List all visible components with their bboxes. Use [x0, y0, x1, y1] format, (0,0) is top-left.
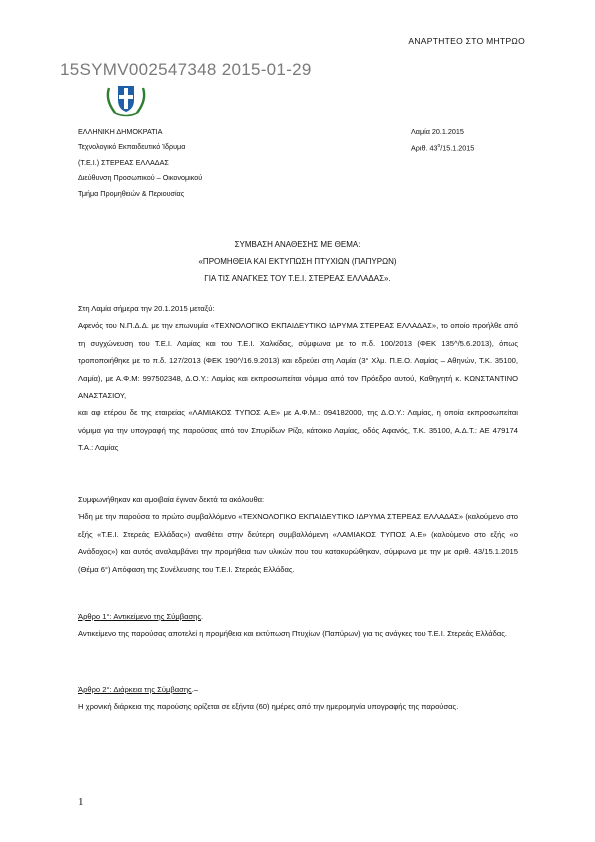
greek-emblem-icon	[103, 80, 149, 118]
first-party-paragraph: Αφενός του Ν.Π.Δ.Δ. με την επωνυμία «ΤΕΧΝΟΛΟΓΙΚΟ ΕΚΠΑΙΔΕΥΤΙΚΟ ΙΔΡΥΜΑ ΣΤΕΡΕΑΣ ΕΛΛΑΔΑΣ», το οποίο προήλθε από τη συγχώνευση του Τ.Ε.Ι. Λαμίας και του Τ.Ε.Ι. Χαλκίδας, σύμφωνα με το π.δ. 100/2013 (ΦΕΚ 135^/5.6.2013), όπως τροποποιήθηκε με το π.δ. 127/2013 (ΦΕΚ 190^/16.9.2013) και εδρεύει στη Λαμία (3° Χλμ. Π.Ε.Ο. Λαμίας – Αθηνών, Τ.Κ. 35100, Λαμία), με Α.Φ.Μ: 997502348, Δ.Ο.Υ.: Λαμίας και εκπροσωπείται νόμιμα από τον Πρόεδρο αυτού, Καθηγητή κ. ΚΩΝΣΤΑΝΤΙΝΟ ΑΝΑΣΤΑΣΙΟΥ,	[78, 321, 518, 401]
agreement-text: Ήδη με την παρούσα το πρώτο συμβαλλόμενο «ΤΕΧΝΟΛΟΓΙΚΟ ΕΚΠΑΙΔΕΥΤΙΚΟ ΙΔΡΥΜΑ ΣΤΕΡΕΑΣ ΕΛΛΑΔΑΣ» (καλούμενο στο εξής «Τ.Ε.Ι. Στερεάς Ελλάδας») αναθέτει στην δεύτερη συμβαλλόμενη «ΛΑΜΙΑΚΟΣ ΤΥΠΟΣ Α.Ε» (καλούμενο στο εξής «ο Ανάδοχος») και αυτός αναλαμβάνει την προμήθεια των υλικών που του κατακυρώθηκαν, σύμφωνα με την με αριθ. 43/15.1.2015 (Θέμα 6°) Απόφαση της Συνέλευσης του Τ.Ε.Ι. Στερεάς Ελλάδας.	[78, 512, 518, 574]
agreement-section	[78, 491, 518, 578]
title-line: ΣΥΜΒΑΣΗ ΑΝΑΘΕΣΗΣ ΜΕ ΘΕΜΑ:	[234, 240, 361, 249]
second-party-paragraph: και αφ ετέρου δε της εταιρείας «ΛΑΜΙΑΚΟΣ ΤΥΠΟΣ Α.Ε» με Α.Φ.Μ.: 094182000, της Δ.Ο.Υ.: Λαμίας, η οποία εκπροσωπείται νόμιμα για την υπογραφή της παρούσας από τον Σπυρίδων Ρίζο, κάτοικο Λαμίας, οδός Αφανός, Τ.Κ. 35100, Α.Δ.Τ.: ΑΕ 479174 Τ.Α.: Λαμίας	[78, 408, 518, 453]
reference-number: Αριθ. $43^o/15.1.2015$	[411, 143, 475, 153]
issuer-line: Τμήμα Προμηθειών & Περιουσίας	[78, 188, 185, 198]
parties-section	[78, 300, 518, 457]
title-line: «ΠΡΟΜΗΘΕΙΑ ΚΑΙ ΕΚΤΥΠΩΣΗ ΠΤΥΧΙΩΝ (ΠΑΠΥΡΩΝ)	[198, 257, 397, 266]
contract-title	[0, 236, 595, 287]
register-note: ΑΝΑΡΤΗΤΕΟ ΣΤΟ ΜΗΤΡΩΟ	[408, 36, 525, 46]
article-2-heading: Άρθρο 2°: Διάρκεια της Σύμβασης.–	[78, 685, 199, 694]
issuer-block	[78, 124, 202, 201]
article-2-text: Η χρονική διάρκεια της παρούσης ορίζεται σε εξήντα (60) ημέρες από την ημερομηνία υπογραφής της παρούσας.	[78, 702, 459, 712]
issuer-line: ΕΛΛΗΝΙΚΗ ΔΗΜΟΚΡΑΤΙΑ	[78, 127, 163, 136]
place-date: Λαμία 20.1.2015	[411, 127, 464, 136]
agreement-lead: Συμφωνήθηκαν και αμοιβαία έγιναν δεκτά τα ακόλουθα:	[78, 495, 265, 504]
registry-watermark: 15SYMV002547348 2015-01-29	[60, 60, 312, 79]
issuer-line: (Τ.Ε.Ι.) ΣΤΕΡΕΑΣ ΕΛΛΑΔΑΣ	[78, 157, 169, 167]
article-2	[78, 681, 518, 716]
title-line: ΓΙΑ ΤΙΣ ΑΝΑΓΚΕΣ ΤΟΥ Τ.Ε.Ι. ΣΤΕΡΕΑΣ ΕΛΛΑΔΑΣ».	[204, 274, 391, 283]
page-number: 1	[78, 796, 84, 808]
issuer-line: Διεύθυνση Προσωπικού – Οικονομικού	[78, 173, 203, 183]
issuer-line: Τεχνολογικό Εκπαιδευτικό Ίδρυμα	[78, 142, 186, 152]
article-1	[78, 608, 518, 643]
article-1-heading: Άρθρο 1°: Αντικείμενο της Σύμβασης.	[78, 612, 204, 621]
date-reference-block	[411, 124, 493, 156]
article-1-text: Αντικείμενο της παρούσας αποτελεί η προμήθεια και εκτύπωση Πτυχίων (Παπύρων) για τις ανάγκες του Τ.Ε.Ι. Στερεάς Ελλάδας.	[78, 629, 507, 639]
parties-intro: Στη Λαμία σήμερα την 20.1.2015 μεταξύ:	[78, 304, 215, 313]
